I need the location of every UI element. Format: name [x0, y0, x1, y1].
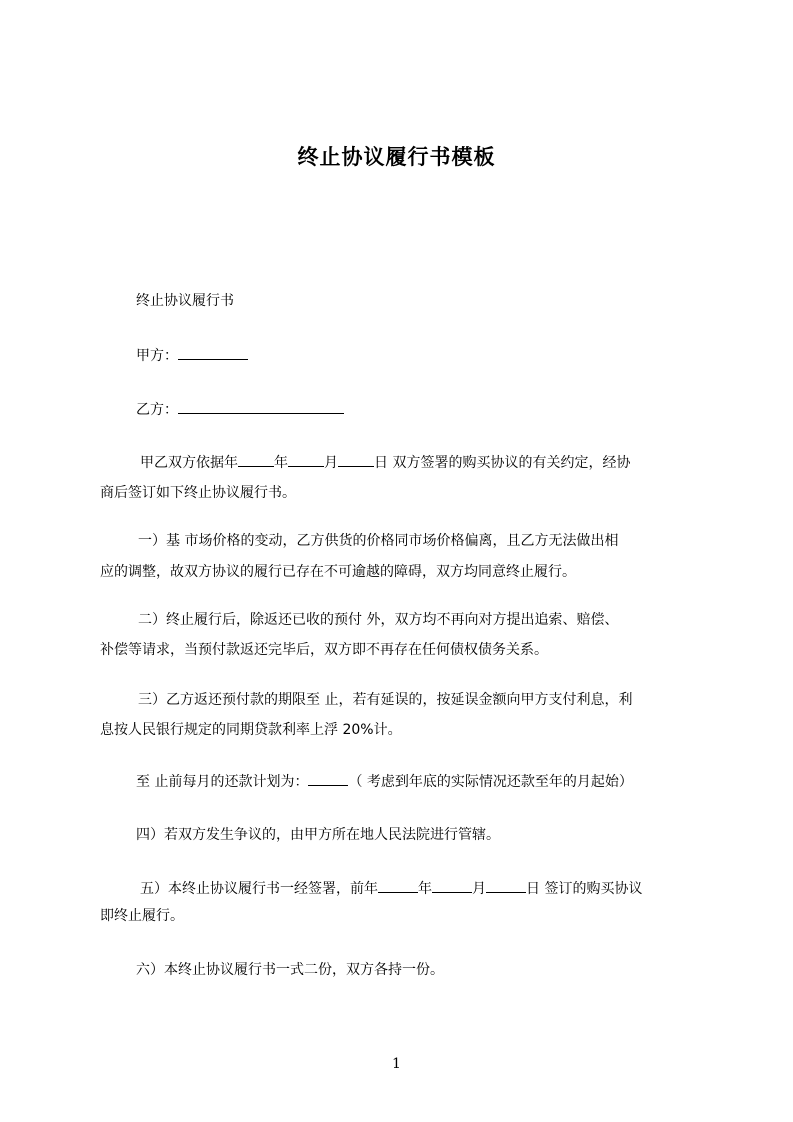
clause-3-line-1: 三）乙方返还预付款的期限至 止，若有延误的，按延误金额向甲方支付利息，利: [138, 692, 633, 708]
party-a-blank: [178, 345, 248, 360]
document-subtitle: 终止协议履行书: [136, 293, 234, 309]
para1-text-b: 年: [274, 455, 288, 471]
clause-4: 四）若双方发生争议的，由甲方所在地人民法院进行管辖。: [136, 827, 500, 843]
party-a-line: [100, 345, 756, 366]
repayment-plan-line: [100, 771, 756, 792]
repay-blank: [308, 771, 348, 786]
document-title: 终止协议履行书模板: [297, 145, 496, 169]
clause-2-line-1: 二）终止履行后，除返还已收的预付 外，双方均不再向对方提出追索、赔偿、: [138, 612, 619, 628]
clause-5-line-2: 即终止履行。: [100, 908, 184, 924]
clause-1-line-1: 一）基 市场价格的变动，乙方供货的价格同市场价格偏离，且乙方无法做出相: [138, 533, 619, 549]
para1-text-d: 日 双方签署的购买协议的有关约定，经协: [374, 455, 631, 471]
clause-5-line-1: [100, 878, 760, 899]
paragraph-1-line-1: [100, 452, 760, 473]
clause-2-line-2: 补偿等请求，当预付款返还完毕后，双方即不再存在任何债权债务关系。: [100, 642, 548, 658]
clause-3-line-2: 息按人民银行规定的同期贷款利率上浮 20%计。: [100, 722, 402, 738]
clause5-text-d: 日 签订的购买协议: [526, 881, 643, 897]
para1-text-a: 甲乙双方依据年: [140, 455, 238, 471]
party-b-label: 乙方：: [136, 402, 178, 418]
clause5-year-blank: [378, 878, 418, 893]
clause5-text-c: 月: [472, 881, 486, 897]
party-b-line: [100, 399, 756, 420]
para1-text-c: 月: [324, 455, 338, 471]
repay-text-a: 至 止前每月的还款计划为：: [136, 774, 309, 790]
clause5-month-blank: [432, 878, 472, 893]
party-a-label: 甲方：: [136, 348, 178, 364]
para1-day-blank: [338, 452, 374, 467]
clause-6: 六）本终止协议履行书一式二份，双方各持一份。: [136, 962, 444, 978]
clause5-day-blank: [486, 878, 526, 893]
page-number: 1: [392, 1056, 401, 1072]
clause-1-line-2: 应的调整，故双方协议的履行已存在不可逾越的障碍，双方均同意终止履行。: [100, 564, 576, 580]
clause5-text-b: 年: [418, 881, 432, 897]
para1-year-blank: [238, 452, 274, 467]
repay-text-b: （ 考虑到年底的实际情况还款至年的月起始）: [348, 774, 633, 790]
paragraph-1-line-2: 商后签订如下终止协议履行书。: [100, 485, 296, 501]
para1-month-blank: [288, 452, 324, 467]
party-b-blank: [178, 399, 344, 414]
clause5-text-a: 五）本终止协议履行书一经签署，前年: [140, 881, 378, 897]
